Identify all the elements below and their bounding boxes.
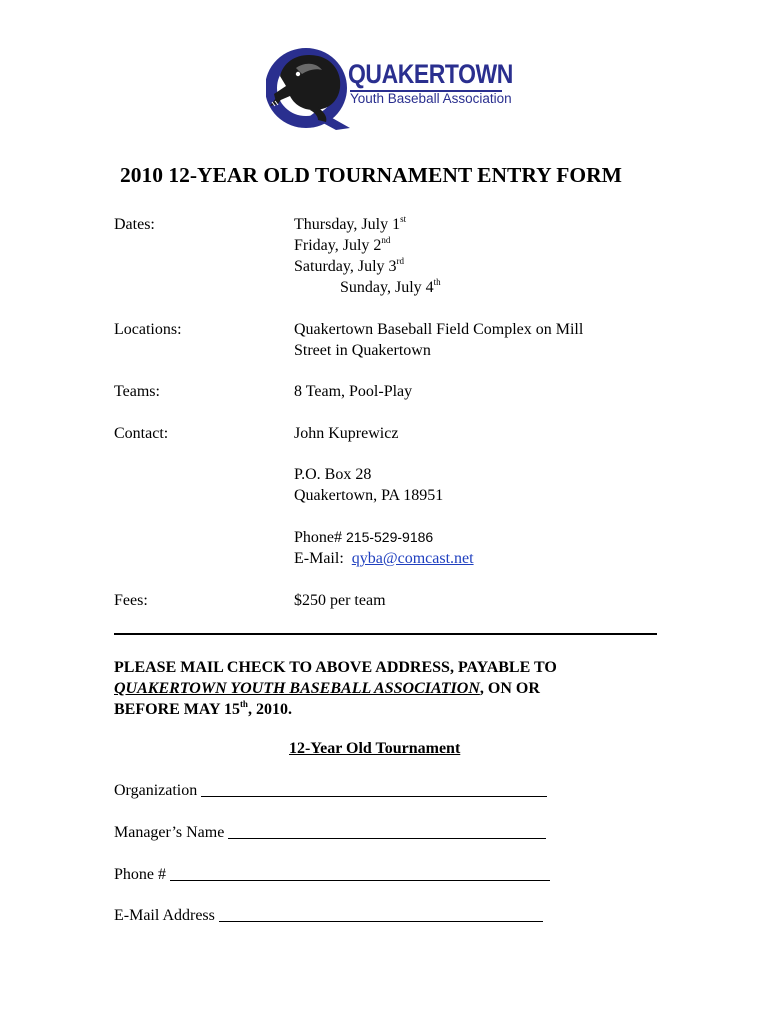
notice-line-2: QUAKERTOWN YOUTH BASEBALL ASSOCIATION, ON OR: [114, 680, 540, 697]
contact-phone: [294, 529, 433, 547]
manager-name-blank[interactable]: [228, 837, 546, 839]
email-field-label: E-Mail Address: [114, 907, 215, 924]
email-field[interactable]: [114, 907, 543, 925]
manager-name-label: Manager’s Name: [114, 824, 225, 841]
locations-line-1: Quakertown Baseball Field Complex on Mill: [294, 321, 584, 338]
locations-label: Locations:: [114, 321, 182, 338]
dates-label: Dates:: [114, 216, 155, 233]
contact-address-2: Quakertown, PA 18951: [294, 487, 444, 504]
phone-field[interactable]: [114, 866, 550, 884]
section-divider: [114, 633, 657, 635]
locations-line-2: Street in Quakertown: [294, 342, 431, 359]
email-label: E-Mail:: [294, 550, 344, 567]
notice-org-name: QUAKERTOWN YOUTH BASEBALL ASSOCIATION: [114, 680, 480, 697]
date-line-1: Thursday, July 1st: [294, 214, 407, 233]
contact-name: John Kuprewicz: [294, 425, 399, 442]
logo-text: [348, 59, 542, 106]
teams-label: Teams:: [114, 383, 160, 400]
fees-label: Fees:: [114, 592, 148, 609]
phone-blank[interactable]: [170, 879, 550, 881]
payment-notice: [114, 657, 557, 720]
organization-field[interactable]: [114, 782, 547, 800]
contact-label: Contact:: [114, 425, 169, 442]
manager-name-field[interactable]: [114, 824, 546, 842]
notice-line-1: PLEASE MAIL CHECK TO ABOVE ADDRESS, PAYABLE TO: [114, 659, 557, 676]
contact-email: [294, 550, 474, 568]
email-blank[interactable]: [219, 920, 543, 922]
organization-label: Organization: [114, 782, 198, 799]
notice-line-3: BEFORE MAY 15th, 2010.: [114, 699, 292, 718]
logo-title: QUAKERTOWN: [348, 59, 513, 89]
contact-address-1: P.O. Box 28: [294, 466, 372, 483]
form-title: 2010 12-YEAR OLD TOURNAMENT ENTRY FORM: [120, 163, 622, 187]
phone-label: Phone#: [294, 529, 342, 546]
date-line-2: Friday, July 2nd: [294, 235, 391, 254]
tournament-subtitle: 12-Year Old Tournament: [289, 740, 461, 757]
teams-value: 8 Team, Pool-Play: [294, 383, 413, 400]
date-line-3: Saturday, July 3rd: [294, 256, 405, 275]
date-line-4: Sunday, July 4th: [340, 277, 441, 296]
phone-number: 215-529-9186: [346, 529, 434, 545]
organization-blank[interactable]: [201, 795, 547, 797]
phone-field-label: Phone #: [114, 866, 166, 883]
fees-value: $250 per team: [294, 592, 386, 609]
email-link[interactable]: qyba@comcast.net: [351, 550, 474, 567]
logo-subtitle: Youth Baseball Association: [350, 91, 512, 106]
